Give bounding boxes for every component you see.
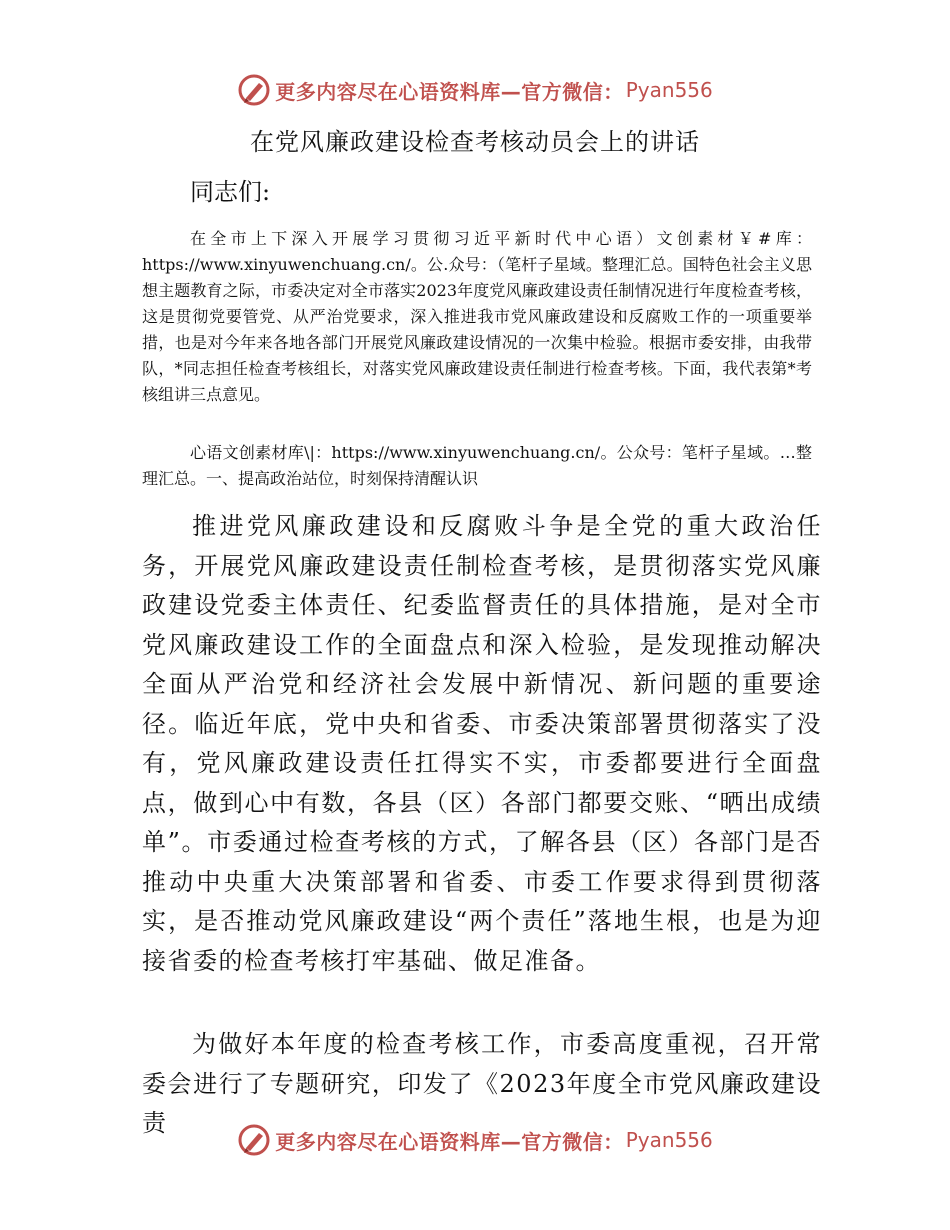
pen-logo-icon [237, 1123, 271, 1157]
footer-watermark-banner [0, 1120, 950, 1160]
paragraph-intro: 在全市上下深入开展学习贯彻习近平新时代中心语）文创素材￥#库：https://www.xinyuwenchuang.cn/。公.众号：（笔杆子星域。整理汇总。国特色社会主义思想主题教育之际，市委决定对全市落实2023年度党风廉政建设责任制情况进行年度检查考核，这是贯彻党要管党、从严治党要求，深入推进我市党风廉政建设和反腐败工作的一项重要举措，也是对今年来各地各部门开展党风廉政建设情况的一次集中检验。根据市委安排，由我带队，*同志担任检查考核组长，对落实党风廉政建设责任制进行检查考核。下面，我代表第*考核组讲三点意见。 [142, 229, 812, 404]
document-title: 在党风廉政建设检查考核动员会上的讲话 [250, 128, 700, 156]
paragraph-body-2: 为做好本年度的检查考核工作，市委高度重视，召开常委会进行了专题研究，印发了《2023年度全市党风廉政建设责 [142, 1030, 822, 1137]
paragraph-body-1: 推进党风廉政建设和反腐败斗争是全党的重大政治任务，开展党风廉政建设责任制检查考核，是贯彻落实党风廉政建设党委主体责任、纪委监督责任的具体措施，是对全市党风廉政建设工作的全面盘点和深入检验，是发现推动解决全面从严治党和经济社会发展中新情况、新问题的重要途径。临近年底，党中央和省委、市委决策部署贯彻落实了没有，党风廉政建设责任扛得实不实，市委都要进行全面盘点，做到心中有数，各县（区）各部门都要交账、“晒出成绩单”。市委通过检查考核的方式，了解各县（区）各部门是否推动中央重大决策部署和省委、市委工作要求得到贯彻落实，是否推动党风廉政建设“两个责任”落地生根，也是为迎接省委的检查考核打牢基础、做足准备。 [142, 512, 822, 975]
banner-wechat-id: Pyan556 [625, 78, 713, 102]
pen-logo-icon [237, 73, 271, 107]
banner-text: 更多内容尽在心语资料库—官方微信： [275, 1129, 624, 1154]
banner-wechat-id: Pyan556 [625, 1128, 713, 1152]
salutation: 同志们: [190, 178, 271, 206]
paragraph-section-heading: 心语文创素材库\|：https://www.xinyuwenchuang.cn/。公众号：笔杆子星域。…整理汇总。一、提高政治站位，时刻保持清醒认识 [142, 443, 812, 488]
banner-text: 更多内容尽在心语资料库—官方微信： [275, 79, 624, 104]
header-watermark-banner [0, 70, 950, 110]
